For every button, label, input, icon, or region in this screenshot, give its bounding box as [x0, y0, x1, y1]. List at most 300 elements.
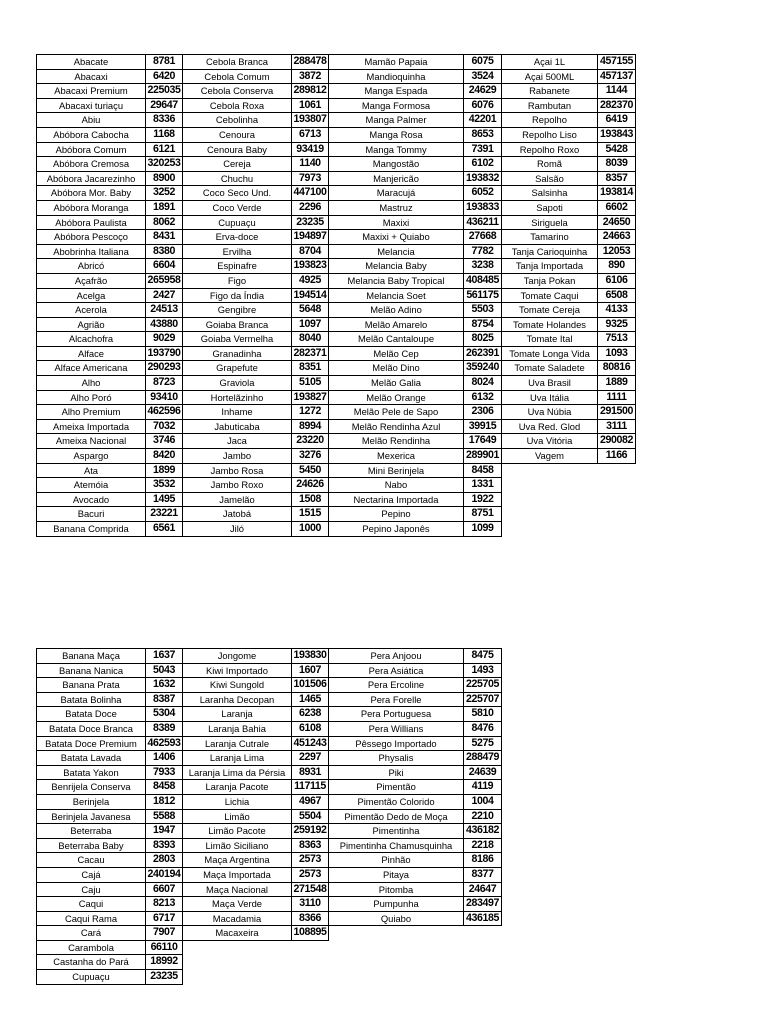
table-row — [37, 926, 183, 941]
product-name-cell: Melão Pele de Sapo — [329, 405, 464, 420]
product-name-cell: Salsinha — [502, 186, 598, 201]
product-code-cell: 8062 — [146, 216, 183, 231]
product-name-cell: Melancia Soet — [329, 289, 464, 304]
product-code-cell: 2573 — [292, 853, 329, 868]
table-row — [183, 405, 329, 420]
product-name-cell: Caqui — [37, 897, 146, 912]
product-code-cell: 5275 — [464, 737, 502, 752]
product-name-cell: Abacate — [37, 55, 146, 70]
product-name-cell: Gengibre — [183, 303, 292, 318]
product-name-cell: Coco Verde — [183, 201, 292, 216]
product-name-cell: Jamelão — [183, 493, 292, 508]
column-group — [37, 649, 183, 985]
product-code-cell: 6420 — [146, 70, 183, 85]
product-code-cell: 2803 — [146, 853, 183, 868]
product-code-cell: 8387 — [146, 693, 183, 708]
product-code-cell: 7907 — [146, 926, 183, 941]
table-row — [329, 824, 502, 839]
product-code-cell: 282371 — [292, 347, 329, 362]
product-code-cell: 193790 — [146, 347, 183, 362]
table-row — [37, 664, 183, 679]
table-row — [37, 99, 183, 114]
product-name-cell: Jambo Rosa — [183, 464, 292, 479]
table-row — [37, 955, 183, 970]
table-row — [183, 449, 329, 464]
product-name-cell: Mastruz — [329, 201, 464, 216]
product-name-cell: Sapoti — [502, 201, 598, 216]
product-name-cell: Cenoura — [183, 128, 292, 143]
product-name-cell: Abóbora Pescoço — [37, 230, 146, 245]
table-row — [37, 824, 183, 839]
table-row — [183, 678, 329, 693]
table-row — [183, 912, 329, 927]
product-name-cell: Granadinha — [183, 347, 292, 362]
product-code-cell: 288478 — [292, 55, 329, 70]
product-code-cell: 1495 — [146, 493, 183, 508]
product-code-cell: 6419 — [598, 113, 636, 128]
product-code-cell: 8393 — [146, 839, 183, 854]
product-name-cell: Cebola Roxa — [183, 99, 292, 114]
product-name-cell: Melão Dino — [329, 361, 464, 376]
table-row — [183, 926, 329, 941]
table-row — [329, 883, 502, 898]
product-code-cell: 1607 — [292, 664, 329, 679]
table-row — [37, 186, 183, 201]
product-name-cell: Manga Tommy — [329, 143, 464, 158]
product-code-cell: 3746 — [146, 434, 183, 449]
product-code-cell: 457137 — [598, 70, 636, 85]
product-name-cell: Pitomba — [329, 883, 464, 898]
product-code-cell: 117115 — [292, 780, 329, 795]
table-row — [37, 55, 183, 70]
product-code-cell: 3532 — [146, 478, 183, 493]
product-code-cell: 5504 — [292, 810, 329, 825]
product-code-cell: 6604 — [146, 259, 183, 274]
table-row — [329, 303, 502, 318]
product-name-cell: Mini Berinjela — [329, 464, 464, 479]
product-name-cell: Aspargo — [37, 449, 146, 464]
product-name-cell: Ata — [37, 464, 146, 479]
table-row — [183, 274, 329, 289]
product-code-cell: 17649 — [464, 434, 502, 449]
product-name-cell: Manjericão — [329, 172, 464, 187]
column-group — [502, 55, 636, 537]
product-code-cell: 43880 — [146, 318, 183, 333]
product-code-cell: 1097 — [292, 318, 329, 333]
product-code-cell: 8900 — [146, 172, 183, 187]
table-row — [183, 303, 329, 318]
product-name-cell: Batata Doce Branca — [37, 722, 146, 737]
table-row — [183, 737, 329, 752]
product-code-cell: 457155 — [598, 55, 636, 70]
product-name-cell: Alho — [37, 376, 146, 391]
table-row — [329, 707, 502, 722]
table-row — [329, 332, 502, 347]
product-code-cell: 93419 — [292, 143, 329, 158]
table-row — [502, 434, 636, 449]
table-row — [502, 274, 636, 289]
product-code-cell: 1508 — [292, 493, 329, 508]
product-code-cell: 4133 — [598, 303, 636, 318]
product-name-cell: Banana Comprida — [37, 522, 146, 537]
product-code-cell: 3110 — [292, 897, 329, 912]
table-row — [329, 478, 502, 493]
table-row — [37, 912, 183, 927]
product-code-cell: 291500 — [598, 405, 636, 420]
product-code-cell: 8931 — [292, 766, 329, 781]
product-code-cell: 5450 — [292, 464, 329, 479]
product-code-table-bottom — [36, 648, 502, 985]
product-code-cell: 8357 — [598, 172, 636, 187]
table-row — [502, 259, 636, 274]
product-name-cell: Batata Bolinha — [37, 693, 146, 708]
product-name-cell: Abóbora Moranga — [37, 201, 146, 216]
product-code-cell: 24650 — [598, 216, 636, 231]
table-row — [37, 853, 183, 868]
product-code-cell: 1889 — [598, 376, 636, 391]
table-row — [502, 157, 636, 172]
product-code-cell: 8377 — [464, 868, 502, 883]
table-row — [329, 201, 502, 216]
table-row — [183, 332, 329, 347]
product-code-cell: 6508 — [598, 289, 636, 304]
table-row — [329, 289, 502, 304]
product-name-cell: Mangostão — [329, 157, 464, 172]
table-row — [502, 376, 636, 391]
product-code-cell: 8781 — [146, 55, 183, 70]
column-group — [329, 55, 502, 537]
product-code-cell: 24647 — [464, 883, 502, 898]
product-code-cell: 890 — [598, 259, 636, 274]
product-name-cell: Pera Anjoou — [329, 649, 464, 664]
product-code-cell: 3872 — [292, 70, 329, 85]
product-code-cell: 6607 — [146, 883, 183, 898]
table-row — [329, 347, 502, 362]
product-code-cell: 5503 — [464, 303, 502, 318]
product-code-cell: 7391 — [464, 143, 502, 158]
table-row — [502, 303, 636, 318]
product-name-cell: Uva Itália — [502, 391, 598, 406]
product-code-cell: 193823 — [292, 259, 329, 274]
table-row — [183, 230, 329, 245]
product-name-cell: Pera Asiática — [329, 664, 464, 679]
product-code-cell: 7513 — [598, 332, 636, 347]
product-code-cell: 80816 — [598, 361, 636, 376]
table-row — [502, 289, 636, 304]
product-code-cell: 193833 — [464, 201, 502, 216]
product-name-cell: Cereja — [183, 157, 292, 172]
product-name-cell: Jambo Roxo — [183, 478, 292, 493]
product-name-cell: Vagem — [502, 449, 598, 464]
table-row — [183, 722, 329, 737]
product-code-cell: 8366 — [292, 912, 329, 927]
product-name-cell: Alface — [37, 347, 146, 362]
product-code-cell: 1004 — [464, 795, 502, 810]
product-name-cell: Caqui Rama — [37, 912, 146, 927]
table-row — [502, 201, 636, 216]
product-name-cell: Abacaxi — [37, 70, 146, 85]
product-code-cell: 262391 — [464, 347, 502, 362]
table-row — [329, 99, 502, 114]
product-name-cell: Physalis — [329, 751, 464, 766]
product-code-cell: 24626 — [292, 478, 329, 493]
table-row — [502, 391, 636, 406]
table-row — [502, 113, 636, 128]
product-code-cell: 290293 — [146, 361, 183, 376]
product-name-cell: Quiabo — [329, 912, 464, 927]
product-name-cell: Pimentão Dedo de Moça — [329, 810, 464, 825]
product-code-cell: 4967 — [292, 795, 329, 810]
product-name-cell: Banana Prata — [37, 678, 146, 693]
table-row — [329, 376, 502, 391]
product-code-cell: 8389 — [146, 722, 183, 737]
product-code-cell: 5043 — [146, 664, 183, 679]
product-code-cell: 3238 — [464, 259, 502, 274]
product-code-cell: 39915 — [464, 420, 502, 435]
table-row — [329, 766, 502, 781]
table-row — [37, 839, 183, 854]
product-code-cell: 7933 — [146, 766, 183, 781]
product-code-cell: 5105 — [292, 376, 329, 391]
product-name-cell: Repolho — [502, 113, 598, 128]
product-code-cell: 3524 — [464, 70, 502, 85]
product-name-cell: Pêssego Importado — [329, 737, 464, 752]
table-row — [329, 868, 502, 883]
product-name-cell: Beterraba — [37, 824, 146, 839]
table-row — [329, 259, 502, 274]
product-name-cell: Limão Pacote — [183, 824, 292, 839]
table-row — [183, 70, 329, 85]
product-name-cell: Limão — [183, 810, 292, 825]
product-code-cell: 6561 — [146, 522, 183, 537]
product-code-cell: 265958 — [146, 274, 183, 289]
product-code-cell: 8476 — [464, 722, 502, 737]
product-name-cell: Pimentão — [329, 780, 464, 795]
table-row — [37, 464, 183, 479]
product-code-cell: 2218 — [464, 839, 502, 854]
table-row — [37, 507, 183, 522]
product-name-cell: Macadamia — [183, 912, 292, 927]
table-row — [183, 376, 329, 391]
product-name-cell: Açai 500ML — [502, 70, 598, 85]
product-name-cell: Chuchu — [183, 172, 292, 187]
table-row — [329, 113, 502, 128]
product-name-cell: Cacau — [37, 853, 146, 868]
table-row — [329, 70, 502, 85]
product-name-cell: Jaca — [183, 434, 292, 449]
table-row — [37, 274, 183, 289]
product-code-cell: 462593 — [146, 737, 183, 752]
product-name-cell: Banana Nanica — [37, 664, 146, 679]
product-name-cell: Ameixa Nacional — [37, 434, 146, 449]
product-name-cell: Tanja Pokan — [502, 274, 598, 289]
table-row — [183, 245, 329, 260]
product-code-cell: 2427 — [146, 289, 183, 304]
product-code-cell: 6075 — [464, 55, 502, 70]
product-code-cell: 101506 — [292, 678, 329, 693]
product-code-cell: 1947 — [146, 824, 183, 839]
product-code-cell: 27668 — [464, 230, 502, 245]
table-row — [329, 507, 502, 522]
table-row — [183, 143, 329, 158]
product-code-cell: 6713 — [292, 128, 329, 143]
table-row — [502, 318, 636, 333]
column-group — [37, 55, 183, 537]
product-name-cell: Cupuaçu — [37, 970, 146, 985]
product-name-cell: Pera Forelle — [329, 693, 464, 708]
product-name-cell: Benrijela Conserva — [37, 780, 146, 795]
product-name-cell: Romã — [502, 157, 598, 172]
product-name-cell: Uva Brasil — [502, 376, 598, 391]
table-row — [183, 664, 329, 679]
product-code-cell: 225035 — [146, 84, 183, 99]
product-code-cell: 8704 — [292, 245, 329, 260]
table-row — [502, 143, 636, 158]
table-row — [329, 274, 502, 289]
product-name-cell: Laranha Decopan — [183, 693, 292, 708]
table-row — [183, 897, 329, 912]
table-row — [502, 172, 636, 187]
product-code-cell: 7032 — [146, 420, 183, 435]
table-row — [329, 693, 502, 708]
product-code-cell: 193830 — [292, 649, 329, 664]
table-row — [502, 347, 636, 362]
product-name-cell: Açai 1L — [502, 55, 598, 70]
table-row — [37, 113, 183, 128]
product-code-cell: 24663 — [598, 230, 636, 245]
product-code-cell: 4925 — [292, 274, 329, 289]
table-row — [37, 678, 183, 693]
table-row — [329, 795, 502, 810]
product-code-cell: 8186 — [464, 853, 502, 868]
product-code-cell: 193832 — [464, 172, 502, 187]
table-row — [502, 245, 636, 260]
product-name-cell: Mexerica — [329, 449, 464, 464]
table-row — [37, 376, 183, 391]
product-name-cell: Pimentinha — [329, 824, 464, 839]
column-group — [183, 55, 329, 537]
table-row — [502, 99, 636, 114]
table-row — [37, 259, 183, 274]
table-row — [183, 795, 329, 810]
product-code-cell: 1166 — [598, 449, 636, 464]
product-name-cell: Abóbora Mor. Baby — [37, 186, 146, 201]
table-row — [183, 347, 329, 362]
table-row — [37, 84, 183, 99]
product-name-cell: Batata Doce — [37, 707, 146, 722]
table-row — [37, 70, 183, 85]
product-name-cell: Rabanete — [502, 84, 598, 99]
product-code-cell: 193843 — [598, 128, 636, 143]
product-name-cell: Agrião — [37, 318, 146, 333]
product-name-cell: Ameixa Importada — [37, 420, 146, 435]
product-name-cell: Pitaya — [329, 868, 464, 883]
table-row — [329, 434, 502, 449]
product-name-cell: Laranja Lima — [183, 751, 292, 766]
product-name-cell: Pepino — [329, 507, 464, 522]
product-name-cell: Repolho Roxo — [502, 143, 598, 158]
table-row — [183, 766, 329, 781]
table-row — [329, 318, 502, 333]
product-code-cell: 1093 — [598, 347, 636, 362]
table-row — [183, 649, 329, 664]
product-code-cell: 8039 — [598, 157, 636, 172]
product-code-cell: 108895 — [292, 926, 329, 941]
product-name-cell: Acerola — [37, 303, 146, 318]
table-row — [329, 84, 502, 99]
product-code-cell: 193814 — [598, 186, 636, 201]
product-code-cell: 259192 — [292, 824, 329, 839]
table-row — [329, 391, 502, 406]
table-row — [37, 230, 183, 245]
table-row — [329, 172, 502, 187]
product-name-cell: Maxixi — [329, 216, 464, 231]
product-name-cell: Abóbora Cabocha — [37, 128, 146, 143]
table-row — [37, 737, 183, 752]
product-code-cell: 8431 — [146, 230, 183, 245]
product-name-cell: Açafrão — [37, 274, 146, 289]
table-row — [502, 216, 636, 231]
product-name-cell: Hortelãzinho — [183, 391, 292, 406]
product-code-cell: 8213 — [146, 897, 183, 912]
product-code-cell: 1637 — [146, 649, 183, 664]
table-row — [37, 751, 183, 766]
column-group — [183, 649, 329, 985]
product-name-cell: Espinafre — [183, 259, 292, 274]
product-name-cell: Melão Rendinha — [329, 434, 464, 449]
table-row — [329, 420, 502, 435]
table-row — [502, 420, 636, 435]
product-name-cell: Cebola Conserva — [183, 84, 292, 99]
table-row — [183, 361, 329, 376]
table-row — [502, 186, 636, 201]
product-name-cell: Laranja Lima da Pérsia — [183, 766, 292, 781]
product-name-cell: Carambola — [37, 941, 146, 956]
product-name-cell: Erva-doce — [183, 230, 292, 245]
table-row — [183, 99, 329, 114]
product-name-cell: Acelga — [37, 289, 146, 304]
product-code-cell: 2297 — [292, 751, 329, 766]
product-code-cell: 8040 — [292, 332, 329, 347]
product-code-cell: 240194 — [146, 868, 183, 883]
table-row — [37, 795, 183, 810]
table-row — [183, 391, 329, 406]
product-name-cell: Pera Ercoline — [329, 678, 464, 693]
product-code-cell: 1515 — [292, 507, 329, 522]
product-code-cell: 271548 — [292, 883, 329, 898]
table-row — [37, 143, 183, 158]
product-code-cell: 6132 — [464, 391, 502, 406]
product-name-cell: Limão Siciliano — [183, 839, 292, 854]
table-row — [37, 522, 183, 537]
product-code-cell: 3252 — [146, 186, 183, 201]
product-code-cell: 1493 — [464, 664, 502, 679]
product-code-cell: 1899 — [146, 464, 183, 479]
table-row — [183, 464, 329, 479]
table-row — [37, 780, 183, 795]
product-code-cell: 1168 — [146, 128, 183, 143]
table-row — [183, 157, 329, 172]
product-name-cell: Goiaba Vermelha — [183, 332, 292, 347]
table-row — [37, 810, 183, 825]
product-code-cell: 23220 — [292, 434, 329, 449]
product-name-cell: Melão Rendinha Azul — [329, 420, 464, 435]
product-code-cell: 320253 — [146, 157, 183, 172]
product-code-cell: 1272 — [292, 405, 329, 420]
product-code-cell: 5648 — [292, 303, 329, 318]
product-name-cell: Uva Núbia — [502, 405, 598, 420]
table-row — [37, 361, 183, 376]
